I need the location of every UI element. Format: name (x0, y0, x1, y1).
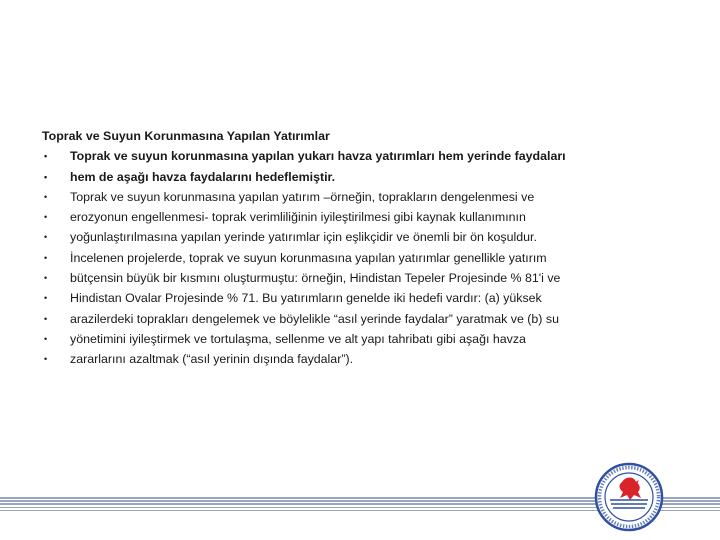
bullet-marker: • (44, 252, 48, 263)
bullet-line (42, 288, 682, 308)
bullet-text: yoğunlaştırılmasına yapılan yerinde yatırımlar için eşlikçidir ve önemli bir ön koşuldur. (70, 230, 537, 245)
bullet-text: bütçensin büyük bir kısmını oluşturmuştu: örneğin, Hindistan Tepeler Projesinde % 81'i ve (70, 271, 561, 286)
bullet-marker: • (44, 191, 48, 202)
bullet-text: hem de aşağı havza faydalarını hedeflemiştir. (70, 169, 336, 184)
bullet-text: İncelenen projelerde, toprak ve suyun korunmasına yapılan yatırımlar genellikle yatırım (70, 250, 547, 265)
bullet-line (42, 349, 682, 369)
bullet-text: arazilerdeki toprakları dengelemek ve böylelikle “asıl yerinde faydalar” yaratmak ve (b) su (70, 311, 559, 326)
slide-body (42, 126, 682, 370)
bullet-marker: • (44, 293, 48, 304)
bullet-line (42, 187, 682, 207)
bullet-marker: • (44, 151, 48, 162)
bullet-line (42, 268, 682, 288)
bullet-text: yönetimini iyileştirmek ve tortulaşma, sellenme ve alt yapı tahribatı gibi aşağı havza (70, 331, 526, 346)
bullet-list (42, 146, 682, 369)
bullet-line (42, 207, 682, 227)
bullet-marker: • (44, 232, 48, 243)
bullet-marker: • (44, 333, 48, 344)
bullet-line (42, 146, 682, 166)
bullet-marker: • (44, 171, 48, 182)
bullet-text: Hindistan Ovalar Projesinde % 71. Bu yatırımların genelde iki hedefi vardır: (a) yüksek (70, 291, 542, 306)
bullet-marker: • (44, 354, 48, 365)
bullet-text: Toprak ve suyun korunmasına yapılan yukarı havza yatırımları hem yerinde faydaları (70, 149, 566, 164)
bullet-line (42, 167, 682, 187)
bullet-text: Toprak ve suyun korunmasına yapılan yatırım –örneğin, toprakların dengelenmesi ve (70, 189, 535, 204)
bullet-marker: • (44, 313, 48, 324)
bullet-marker: • (44, 273, 48, 284)
bullet-text: erozyonun engellenmesi- toprak verimliliğinin iyileştirilmesi gibi kaynak kullanımının (70, 210, 526, 225)
slide-title: Toprak ve Suyun Korunmasına Yapılan Yatırımlar (42, 129, 330, 143)
university-seal-icon (594, 462, 664, 532)
bullet-line (42, 227, 682, 247)
bullet-marker: • (44, 212, 48, 223)
bullet-line (42, 309, 682, 329)
bullet-line (42, 248, 682, 268)
bullet-line (42, 329, 682, 349)
bullet-text: zararlarını azaltmak (“asıl yerinin dışında faydalar”). (70, 352, 354, 367)
